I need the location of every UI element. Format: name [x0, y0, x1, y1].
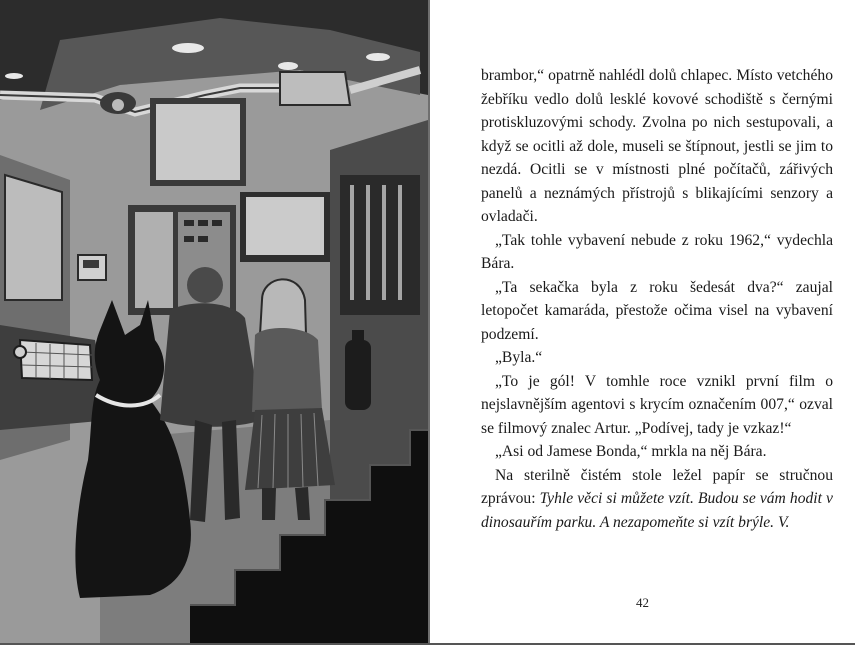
paragraph: „Tak tohle vybavení nebude z roku 1962,“ vydechla Bára. [481, 231, 833, 272]
final-paragraph [481, 464, 833, 535]
illustration-basement-scene [0, 0, 428, 643]
paragraph: „Ta sekačka byla z roku šedesát dva?“ zaujal letopočet kamaráda, přestože očima visel na vybavení podzemí. [481, 278, 833, 343]
paragraph: brambor,“ opatrně nahlédl dolů chlapec. Místo vetchého žebříku vedlo dolů lesklé kovové schodiště s černými protiskluzovými schody. Zvolna po nich sestupovali, a když se ocitli až dole, museli se štípnout, jestli se jim to nezdá. Ocitli se v místnosti plné počítačů, zářivých panelů a neznámých přístrojů s blikajícími senzory a ovladači. [481, 67, 833, 225]
paragraph: „Asi od Jamese Bonda,“ mrkla na něj Bára. [495, 443, 767, 460]
illustration-page [0, 0, 428, 643]
message-note: Tyhle věci si můžete vzít. Budou se vám hodit v dinosauřím parku. A nezapomeňte si vzít brýle. V. [481, 490, 833, 531]
final-paragraph-text: Na sterilně čistém stole ležel papír se stručnou zprávou: [481, 466, 833, 507]
text-page [430, 0, 855, 643]
paragraph: „To je gól! V tomhle roce vznikl první film o nejslavnějším agentovi s krycím označením 007,“ ozval se filmový znalec Artur. „Podívej, tady je vzkaz!“ [481, 372, 833, 437]
body-text [481, 64, 833, 534]
page-number: 42 [636, 595, 649, 610]
paragraph: „Byla.“ [495, 349, 543, 366]
